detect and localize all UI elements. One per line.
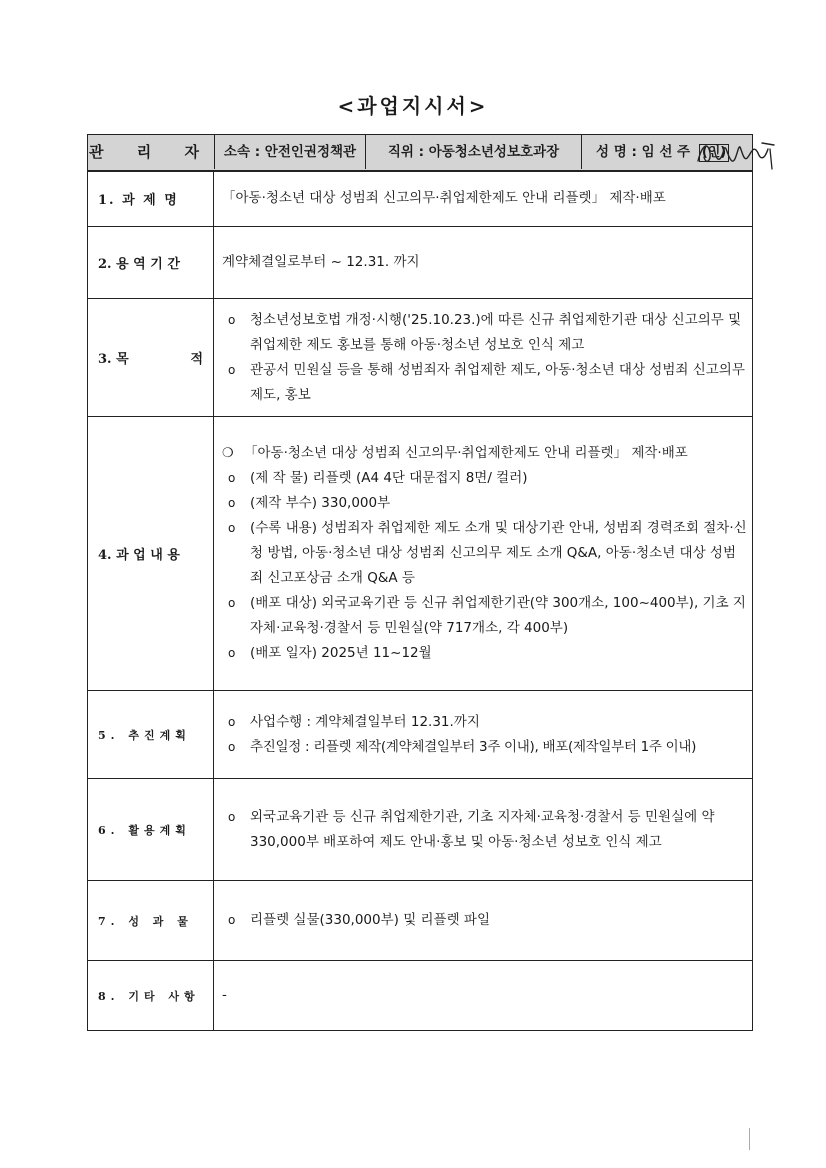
- plan-label: 5. 추진계획: [88, 691, 214, 779]
- list-item: [222, 308, 748, 358]
- row-service-period: [88, 227, 753, 299]
- row-task-name: [88, 171, 753, 227]
- bullet-icon: o: [228, 739, 236, 754]
- task-sub-bullet-4: (배포 대상) 외국교육기관 등 신규 취업제한기관(약 300개소, 100~400부), 기초 지자체·교육청·경찰서 등 민원실(약 717개소, 각 400부): [250, 595, 746, 636]
- usage-label: 6. 활용계획: [88, 779, 214, 881]
- list-item: [222, 710, 748, 735]
- bullet-icon: o: [228, 596, 236, 610]
- list-item: [222, 516, 748, 591]
- list-item: [222, 735, 748, 760]
- manager-header: [88, 135, 753, 171]
- plan-content: [214, 691, 753, 779]
- bullet-icon: o: [228, 913, 236, 927]
- row-other: [88, 961, 753, 1031]
- row-plan: [88, 691, 753, 779]
- document-title: <과업지시서>: [337, 94, 489, 118]
- bullet-icon: o: [228, 312, 236, 327]
- other-label: 8. 기타 사항: [88, 961, 214, 1031]
- task-sub-bullet-1: (제 작 물) 리플렛 (A4 4단 대문접지 8면/ 컬러): [250, 470, 528, 486]
- bullet-icon: o: [228, 362, 236, 377]
- usage-content: [214, 779, 753, 881]
- position: 직위 : 아동청소년성보호과장: [366, 135, 582, 169]
- purpose-label: [88, 299, 214, 417]
- main-bullet-icon: ❍: [222, 446, 234, 461]
- deliverables-content: [214, 881, 753, 961]
- task-order-table: [87, 134, 753, 1031]
- affiliation: 소속 : 안전인권정책관: [215, 135, 366, 169]
- row-task-content: [88, 417, 753, 691]
- list-item: [222, 641, 748, 666]
- deliverables-label: 7. 성 과 물: [88, 881, 214, 961]
- bullet-icon: o: [228, 471, 236, 485]
- task-main-bullet: 「아동·청소년 대상 성범죄 신고의무·취업제한제도 안내 리플렛」 제작·배포: [244, 445, 688, 461]
- list-item: [222, 358, 748, 408]
- bullet-icon: o: [228, 714, 236, 729]
- list-item: [222, 908, 748, 933]
- list-item: [222, 491, 748, 516]
- seal-mark: (인): [699, 144, 729, 162]
- deliverables-bullet-1: 리플렛 실물(330,000부) 및 리플렛 파일: [250, 912, 491, 928]
- row-deliverables: [88, 881, 753, 961]
- usage-bullet-1: 외국교육기관 등 신규 취업제한기관, 기초 지자체·교육청·경찰서 등 민원실에 약 330,000부 배포하여 제도 안내·홍보 및 아동·청소년 성보호 인식 제고: [250, 808, 715, 850]
- purpose-label-num: 3. 목: [98, 352, 129, 367]
- service-period-label: 2. 용 역 기 간: [88, 227, 214, 299]
- list-item: [222, 805, 748, 855]
- bullet-icon: o: [228, 496, 236, 510]
- handwritten-signature-icon: [692, 131, 778, 175]
- row-usage: [88, 779, 753, 881]
- task-content: [214, 417, 753, 691]
- purpose-bullet-2: 관공서 민원실 등을 통해 성범죄자 취업제한 제도, 아동·청소년 대상 성범죄 신고의무 제도, 홍보: [250, 361, 745, 403]
- task-sub-bullet-3: (수록 내용) 성범죄자 취업제한 제도 소개 및 대상기관 안내, 성범죄 경력조회 절차·신청 방법, 아동·청소년 대상 성범죄 신고의무 제도 소개 Q&A, 아동·청소년 대상 성범죄 신고포상금 소개 Q&A 등: [250, 520, 747, 586]
- row-purpose: [88, 299, 753, 417]
- manager-header-row: [88, 135, 753, 171]
- task-sub-bullet-2: (제작 부수) 330,000부: [250, 495, 391, 511]
- service-period-value: 계약체결일로부터 ~ 12.31. 까지: [214, 227, 753, 299]
- plan-bullet-1: 사업수행 : 계약체결일부터 12.31.까지: [250, 713, 480, 730]
- task-name-label: 1. 과 제 명: [88, 171, 214, 227]
- bullet-icon: o: [228, 646, 236, 660]
- other-value: -: [214, 961, 753, 1031]
- list-item: [222, 441, 748, 466]
- purpose-content: [214, 299, 753, 417]
- purpose-label-end: 적: [190, 352, 203, 367]
- bullet-icon: o: [228, 521, 236, 535]
- task-content-label: 4. 과 업 내 용: [88, 417, 214, 691]
- plan-bullet-2: 추진일정 : 리플렛 제작(계약체결일부터 3주 이내), 배포(제작일부터 1주 이내): [250, 738, 697, 755]
- manager-name-text: 성 명 : 임 선 주: [596, 144, 691, 161]
- task-sub-bullet-5: (배포 일자) 2025년 11~12월: [250, 645, 432, 661]
- scan-edge-mark: [749, 1128, 758, 1150]
- list-item: [222, 466, 748, 491]
- manager-label: 관 리 자: [88, 135, 215, 169]
- bullet-icon: o: [228, 809, 236, 824]
- purpose-bullet-1: 청소년성보호법 개정·시행('25.10.23.)에 따른 신규 취업제한기관 대상 신고의무 및 취업제한 제도 홍보를 통해 아동·청소년 성보호 인식 제고: [250, 311, 742, 353]
- task-name-value: 「아동·청소년 대상 성범죄 신고의무·취업제한제도 안내 리플렛」 제작·배포: [214, 171, 753, 227]
- list-item: [222, 591, 748, 641]
